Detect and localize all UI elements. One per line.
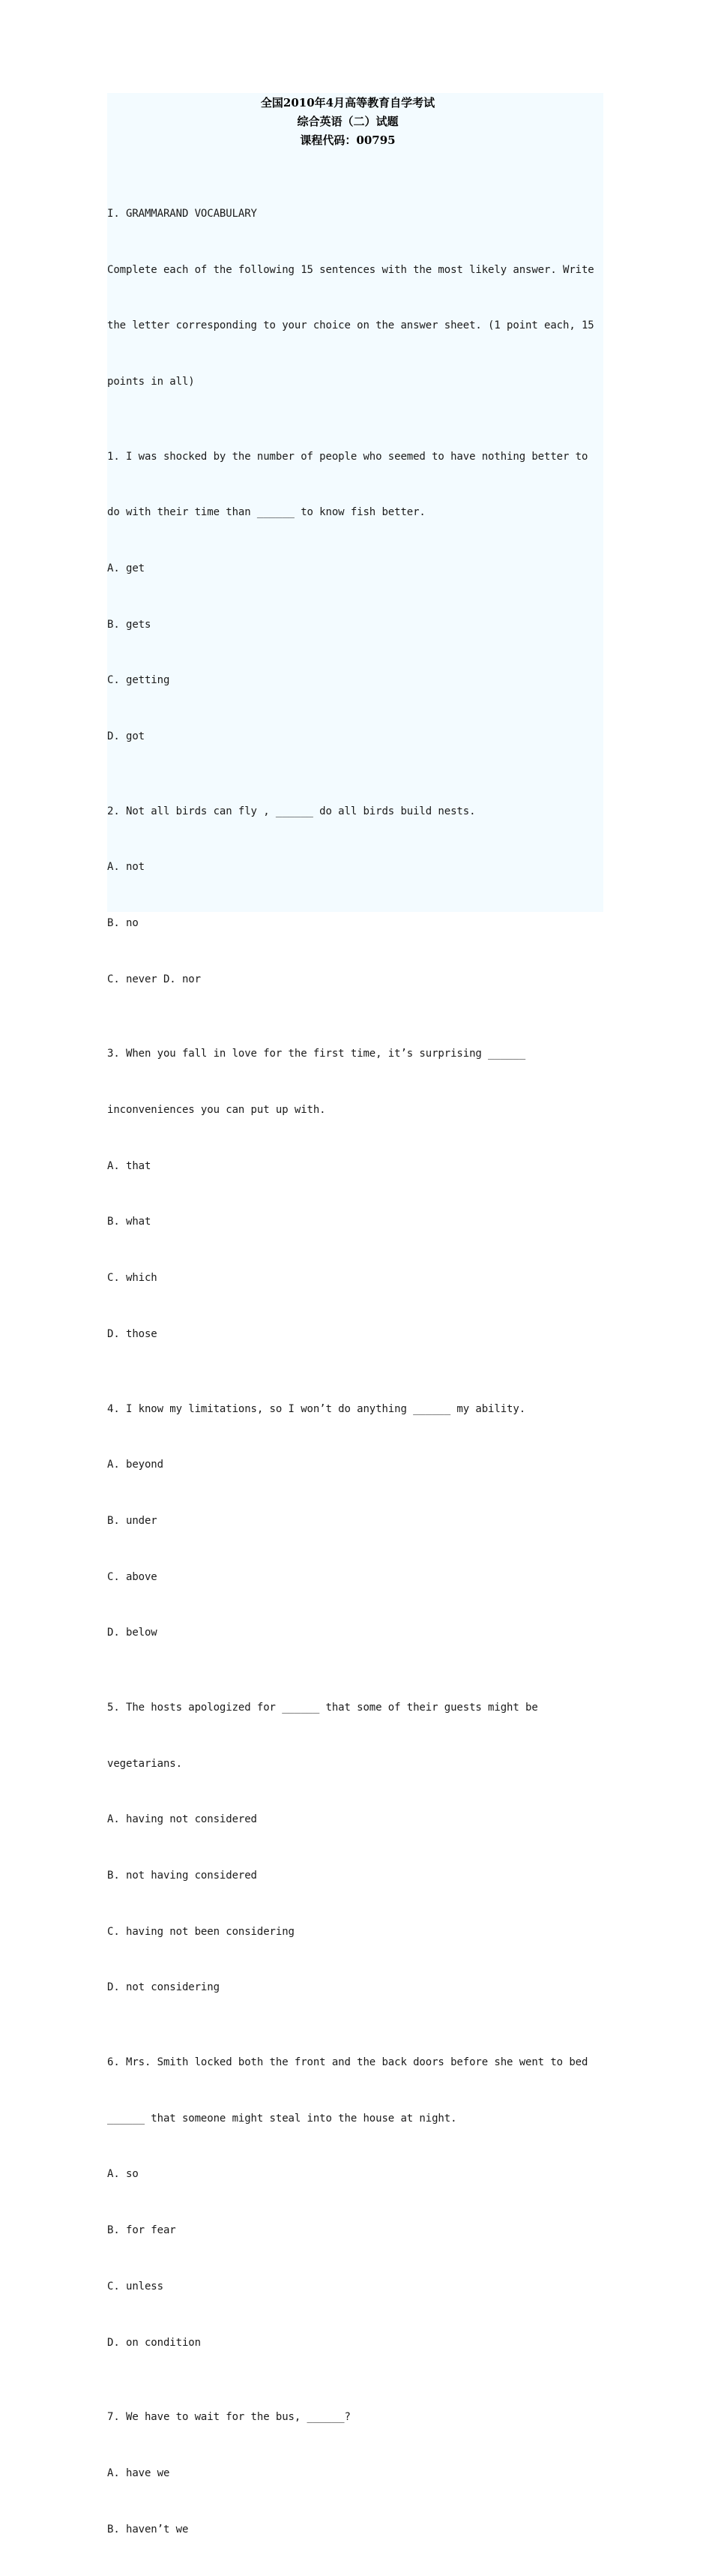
answer-option: A. having not considered — [107, 1813, 257, 1826]
instructions-line: points in all) — [107, 375, 195, 388]
answer-option: D. got — [107, 730, 145, 743]
exam-page — [107, 93, 603, 2536]
answer-option: B. what — [107, 1216, 151, 1228]
answer-option: C. never D. nor — [107, 973, 201, 985]
answer-option: C. getting — [107, 674, 170, 687]
answer-option: D. below — [107, 1627, 157, 1639]
answer-option: D. on condition — [107, 2336, 201, 2349]
question-stem: 3. When you fall in love for the first time, it’s surprising ______ — [107, 1048, 526, 1060]
answer-option: A. get — [107, 562, 145, 574]
answer-option: A. so — [107, 2168, 139, 2181]
answer-option: A. not — [107, 861, 145, 874]
question-stem: 1. I was shocked by the number of people who seemed to have nothing better to — [107, 450, 588, 463]
answer-option: B. gets — [107, 618, 151, 631]
question-stem: 5. The hosts apologized for ______ that some of their guests might be — [107, 1701, 538, 1714]
answer-option: D. not considering — [107, 1981, 220, 1994]
question-stem: 2. Not all birds can fly , ______ do all birds build nests. — [107, 805, 476, 817]
question-stem: ______ that someone might steal into the house at night. — [107, 2112, 457, 2125]
instructions-line: the letter corresponding to your choice on the answer sheet. (1 point each, 15 — [107, 319, 594, 332]
answer-option: D. those — [107, 1327, 157, 1340]
exam-content — [107, 167, 603, 2576]
answer-option: B. not having considered — [107, 1870, 257, 1882]
answer-option: B. no — [107, 917, 139, 930]
answer-option: B. under — [107, 1514, 157, 1527]
answer-option: A. beyond — [107, 1459, 163, 1471]
question-stem: inconveniences you can put up with. — [107, 1104, 326, 1117]
answer-option: B. for fear — [107, 2224, 176, 2237]
question-stem: 6. Mrs. Smith locked both the front and the back doors before she went to bed — [107, 2056, 588, 2069]
exam-subject: 综合英语（二）试题 — [297, 115, 399, 128]
answer-option: C. which — [107, 1272, 157, 1285]
course-code: 课程代码：00795 — [300, 133, 396, 147]
answer-option: C. unless — [107, 2280, 163, 2293]
question-stem: do with their time than ______ to know fish better. — [107, 506, 426, 519]
answer-option: A. that — [107, 1159, 151, 1172]
answer-option: C. having not been considering — [107, 1925, 295, 1938]
question-stem: 7. We have to wait for the bus, ______? — [107, 2411, 351, 2424]
question-stem: 4. I know my limitations, so I won’t do anything ______ my ability. — [107, 1402, 526, 1415]
instructions-line: Complete each of the following 15 sentences with the most likely answer. Write — [107, 263, 594, 276]
answer-option: A. have we — [107, 2467, 170, 2479]
section-title: I. GRAMMARAND VOCABULARY — [107, 207, 257, 220]
answer-option: C. above — [107, 1570, 157, 1583]
question-stem: vegetarians. — [107, 1757, 182, 1770]
exam-title: 全国2010年4月高等教育自学考试 — [260, 96, 435, 109]
answer-option: B. haven’t we — [107, 2523, 189, 2536]
